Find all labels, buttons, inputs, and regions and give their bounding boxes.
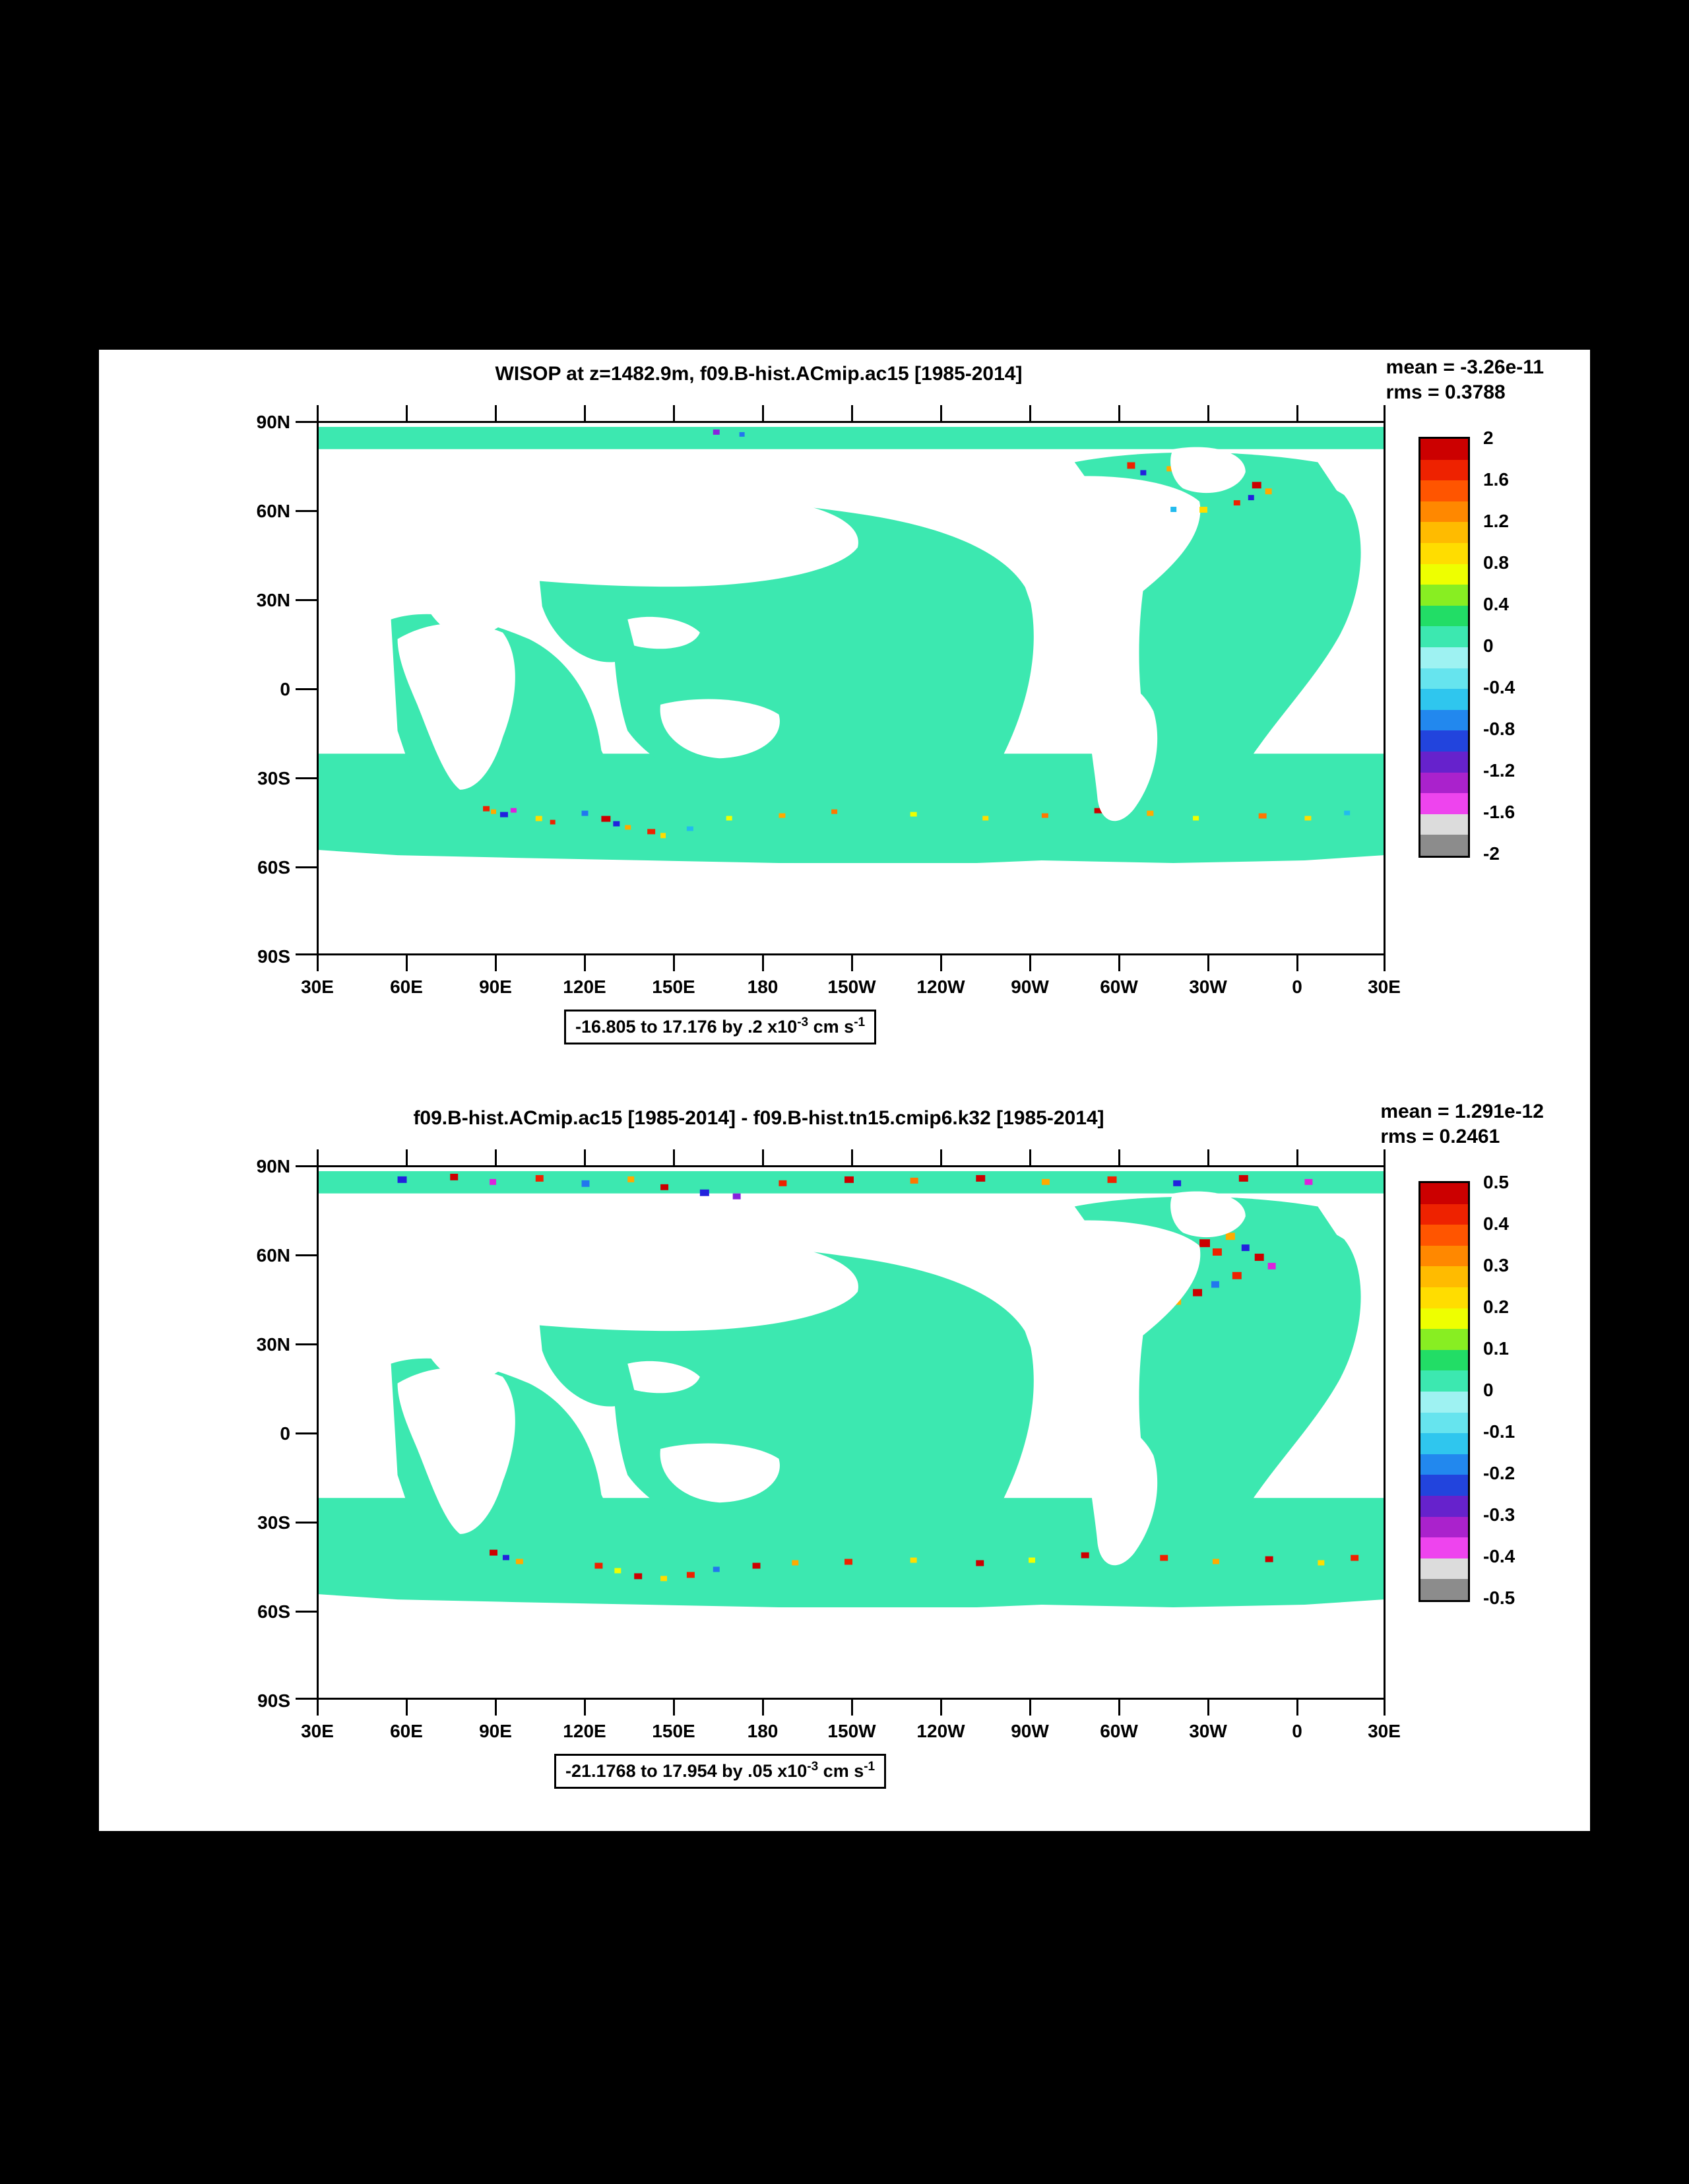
panel-bottom-range-box [554, 1754, 886, 1789]
panel-bottom-range-units: cm s [818, 1761, 864, 1781]
panel-bottom-cbar-label-10: -0.5 [1483, 1588, 1515, 1608]
panel-top-ytick-90S [296, 953, 317, 955]
panel-top-colorbar[interactable] [1418, 437, 1470, 858]
panel-top-lon-label-2: 90E [479, 977, 512, 997]
panel-bottom-xtick-bot-3 [584, 1700, 586, 1716]
panel-top-xtick-top-7 [940, 405, 942, 421]
panel-bottom-ytick-90S [296, 1698, 317, 1700]
panel-bottom [99, 1094, 1590, 1820]
panel-top-lon-label-4: 150E [652, 977, 695, 997]
panel-bottom-lat-label-0: 0 [280, 1423, 290, 1444]
panel-bottom-cbar-label-2: 0.3 [1483, 1255, 1509, 1275]
panel-bottom-xtick-bot-0 [317, 1700, 319, 1716]
panel-bottom-lon-label-2: 90E [479, 1721, 512, 1741]
panel-bottom-cbar-label-7: -0.2 [1483, 1463, 1515, 1483]
panel-top-xtick-top-9 [1118, 405, 1120, 421]
panel-bottom-ytick-30S [296, 1522, 317, 1524]
panel-top-lon-label-12: 30E [1368, 977, 1401, 997]
panel-top-ytick-90N [296, 421, 317, 423]
panel-bottom-xtick-top-2 [495, 1149, 497, 1165]
panel-bottom-xtick-bot-6 [851, 1700, 853, 1716]
panel-top-lon-label-3: 120E [563, 977, 606, 997]
panel-bottom-xtick-bot-7 [940, 1700, 942, 1716]
panel-bottom-xtick-top-11 [1296, 1149, 1298, 1165]
panel-top-xtick-bot-7 [940, 955, 942, 971]
panel-bottom-stats [1380, 1099, 1544, 1149]
panel-top-xtick-bot-9 [1118, 955, 1120, 971]
panel-top-xtick-top-1 [406, 405, 408, 421]
panel-bottom-xtick-top-8 [1029, 1149, 1031, 1165]
panel-bottom-lon-label-9: 60W [1100, 1721, 1138, 1741]
panel-bottom-xtick-bot-4 [673, 1700, 675, 1716]
panel-top-xtick-bot-11 [1296, 955, 1298, 971]
panel-top-cbar-label-0: 2 [1483, 428, 1494, 448]
panel-top-cbar-label-6: -0.4 [1483, 677, 1515, 697]
panel-top-mean: mean = -3.26e-11 [1386, 356, 1544, 378]
panel-bottom-ytick-60S [296, 1611, 317, 1613]
panel-top-lon-label-8: 90W [1011, 977, 1049, 997]
panel-bottom-cbar-label-9: -0.4 [1483, 1546, 1515, 1566]
panel-top-ytick-0 [296, 688, 317, 690]
panel-top-xtick-bot-0 [317, 955, 319, 971]
panel-top-lat-label-0: 0 [280, 679, 290, 699]
panel-top-lat-label-60S: 60S [257, 857, 290, 878]
panel-bottom-cbar-label-0: 0.5 [1483, 1172, 1509, 1192]
panel-bottom-xtick-top-1 [406, 1149, 408, 1165]
panel-top-range-units: cm s [808, 1017, 854, 1037]
panel-top-xtick-top-11 [1296, 405, 1298, 421]
panel-bottom-xtick-top-0 [317, 1149, 319, 1165]
panel-bottom-cbar-label-6: -0.1 [1483, 1421, 1515, 1442]
panel-bottom-colorbar[interactable] [1418, 1181, 1470, 1602]
panel-bottom-lon-label-7: 120W [916, 1721, 965, 1741]
panel-top-xtick-top-6 [851, 405, 853, 421]
panel-bottom-lat-label-30N: 30N [256, 1334, 290, 1355]
panel-bottom-xtick-top-12 [1384, 1149, 1386, 1165]
panel-bottom-cbar-label-8: -0.3 [1483, 1504, 1515, 1525]
panel-top-lon-label-5: 180 [747, 977, 779, 997]
panel-top-range-box [564, 1010, 876, 1044]
panel-bottom-xtick-bot-11 [1296, 1700, 1298, 1716]
panel-bottom-lon-label-6: 150W [827, 1721, 876, 1741]
panel-bottom-lon-label-11: 0 [1292, 1721, 1302, 1741]
panel-bottom-lat-label-90S: 90S [257, 1690, 290, 1711]
panel-top-cbar-label-1: 1.6 [1483, 469, 1509, 490]
panel-top-stats [1386, 355, 1544, 405]
panel-bottom-lon-label-5: 180 [747, 1721, 779, 1741]
panel-top-cbar-label-4: 0.4 [1483, 594, 1509, 614]
panel-top-xtick-top-4 [673, 405, 675, 421]
panel-bottom-xtick-bot-9 [1118, 1700, 1120, 1716]
panel-bottom-xtick-top-7 [940, 1149, 942, 1165]
panel-top-xtick-bot-4 [673, 955, 675, 971]
panel-top-rms: rms = 0.3788 [1386, 381, 1506, 403]
panel-bottom-cbar-label-3: 0.2 [1483, 1297, 1509, 1317]
panel-bottom-lat-label-30S: 30S [257, 1512, 290, 1533]
panel-top-lat-label-30S: 30S [257, 768, 290, 788]
panel-top-xtick-top-5 [762, 405, 764, 421]
panel-top-cbar-label-10: -2 [1483, 843, 1500, 864]
panel-bottom-lat-label-60S: 60S [257, 1601, 290, 1622]
panel-bottom-xtick-top-9 [1118, 1149, 1120, 1165]
panel-top-cbar-label-7: -0.8 [1483, 719, 1515, 739]
panel-bottom-range-exp: -3 [807, 1760, 819, 1774]
panel-top-cbar-label-9: -1.6 [1483, 802, 1515, 822]
panel-bottom-xtick-bot-1 [406, 1700, 408, 1716]
panel-top-range-exp: -3 [797, 1015, 809, 1029]
panel-bottom-lon-label-10: 30W [1189, 1721, 1227, 1741]
panel-bottom-rms: rms = 0.2461 [1380, 1126, 1500, 1147]
panel-top [99, 350, 1590, 1076]
panel-bottom-ytick-90N [296, 1165, 317, 1167]
panel-bottom-xtick-bot-8 [1029, 1700, 1031, 1716]
panel-top-range-units-exp: -1 [854, 1015, 866, 1029]
panel-top-lon-label-6: 150W [827, 977, 876, 997]
panel-bottom-lon-label-0: 30E [301, 1721, 334, 1741]
panel-bottom-xtick-bot-12 [1384, 1700, 1386, 1716]
panel-bottom-xtick-bot-2 [495, 1700, 497, 1716]
panel-top-ytick-30N [296, 599, 317, 601]
panel-bottom-lat-label-90N: 90N [256, 1156, 290, 1176]
panel-top-xtick-top-2 [495, 405, 497, 421]
panel-top-xtick-bot-12 [1384, 955, 1386, 971]
panel-top-xtick-bot-10 [1207, 955, 1209, 971]
panel-bottom-map-canvas [319, 1167, 1384, 1698]
panel-top-map[interactable] [317, 421, 1386, 955]
panel-top-lon-label-1: 60E [390, 977, 423, 997]
panel-top-cbar-label-8: -1.2 [1483, 760, 1515, 781]
figure-page [99, 350, 1590, 1831]
panel-top-xtick-top-3 [584, 405, 586, 421]
panel-top-range-text: -16.805 to 17.176 by .2 x10 [575, 1017, 798, 1037]
panel-top-lat-label-60N: 60N [256, 501, 290, 521]
panel-top-ytick-60N [296, 510, 317, 512]
panel-bottom-lon-label-1: 60E [390, 1721, 423, 1741]
panel-bottom-ytick-60N [296, 1254, 317, 1256]
panel-bottom-cbar-label-4: 0.1 [1483, 1338, 1509, 1359]
panel-bottom-cbar-label-5: 0 [1483, 1380, 1494, 1400]
panel-top-xtick-bot-8 [1029, 955, 1031, 971]
panel-top-xtick-bot-2 [495, 955, 497, 971]
panel-bottom-lon-label-8: 90W [1011, 1721, 1049, 1741]
panel-top-map-canvas [319, 423, 1384, 953]
panel-top-lon-label-9: 60W [1100, 977, 1138, 997]
panel-bottom-mean: mean = 1.291e-12 [1380, 1101, 1544, 1122]
panel-top-xtick-bot-5 [762, 955, 764, 971]
panel-top-lat-label-90S: 90S [257, 946, 290, 967]
panel-bottom-xtick-top-6 [851, 1149, 853, 1165]
panel-top-cbar-label-2: 1.2 [1483, 511, 1509, 531]
panel-top-xtick-bot-6 [851, 955, 853, 971]
panel-bottom-ytick-30N [296, 1343, 317, 1345]
panel-bottom-lon-label-12: 30E [1368, 1721, 1401, 1741]
panel-top-ytick-60S [296, 866, 317, 868]
panel-bottom-range-units-exp: -1 [864, 1760, 876, 1774]
panel-bottom-map[interactable] [317, 1165, 1386, 1700]
panel-bottom-xtick-bot-10 [1207, 1700, 1209, 1716]
panel-bottom-xtick-top-5 [762, 1149, 764, 1165]
panel-top-lon-label-0: 30E [301, 977, 334, 997]
panel-top-title: WISOP at z=1482.9m, f09.B-hist.ACmip.ac15 [1985-2014] [495, 363, 1023, 385]
panel-top-cbar-label-3: 0.8 [1483, 552, 1509, 573]
panel-top-xtick-bot-3 [584, 955, 586, 971]
panel-bottom-lat-label-60N: 60N [256, 1245, 290, 1266]
panel-bottom-xtick-top-4 [673, 1149, 675, 1165]
panel-top-lat-label-30N: 30N [256, 590, 290, 610]
panel-bottom-cbar-label-1: 0.4 [1483, 1213, 1509, 1234]
panel-top-xtick-top-0 [317, 405, 319, 421]
panel-bottom-lon-label-3: 120E [563, 1721, 606, 1741]
panel-bottom-xtick-top-10 [1207, 1149, 1209, 1165]
panel-top-xtick-top-12 [1384, 405, 1386, 421]
panel-top-ytick-30S [296, 777, 317, 779]
panel-top-lat-label-90N: 90N [256, 412, 290, 432]
panel-bottom-range-text: -21.1768 to 17.954 by .05 x10 [565, 1761, 808, 1781]
panel-bottom-xtick-top-3 [584, 1149, 586, 1165]
panel-top-lon-label-10: 30W [1189, 977, 1227, 997]
panel-bottom-title: f09.B-hist.ACmip.ac15 [1985-2014] - f09.B-hist.tn15.cmip6.k32 [1985-2014] [413, 1107, 1104, 1129]
panel-top-lon-label-7: 120W [916, 977, 965, 997]
panel-top-xtick-top-8 [1029, 405, 1031, 421]
panel-bottom-lon-label-4: 150E [652, 1721, 695, 1741]
panel-bottom-xtick-bot-5 [762, 1700, 764, 1716]
panel-top-xtick-bot-1 [406, 955, 408, 971]
panel-top-xtick-top-10 [1207, 405, 1209, 421]
panel-top-cbar-label-5: 0 [1483, 635, 1494, 656]
panel-bottom-ytick-0 [296, 1432, 317, 1434]
panel-top-lon-label-11: 0 [1292, 977, 1302, 997]
